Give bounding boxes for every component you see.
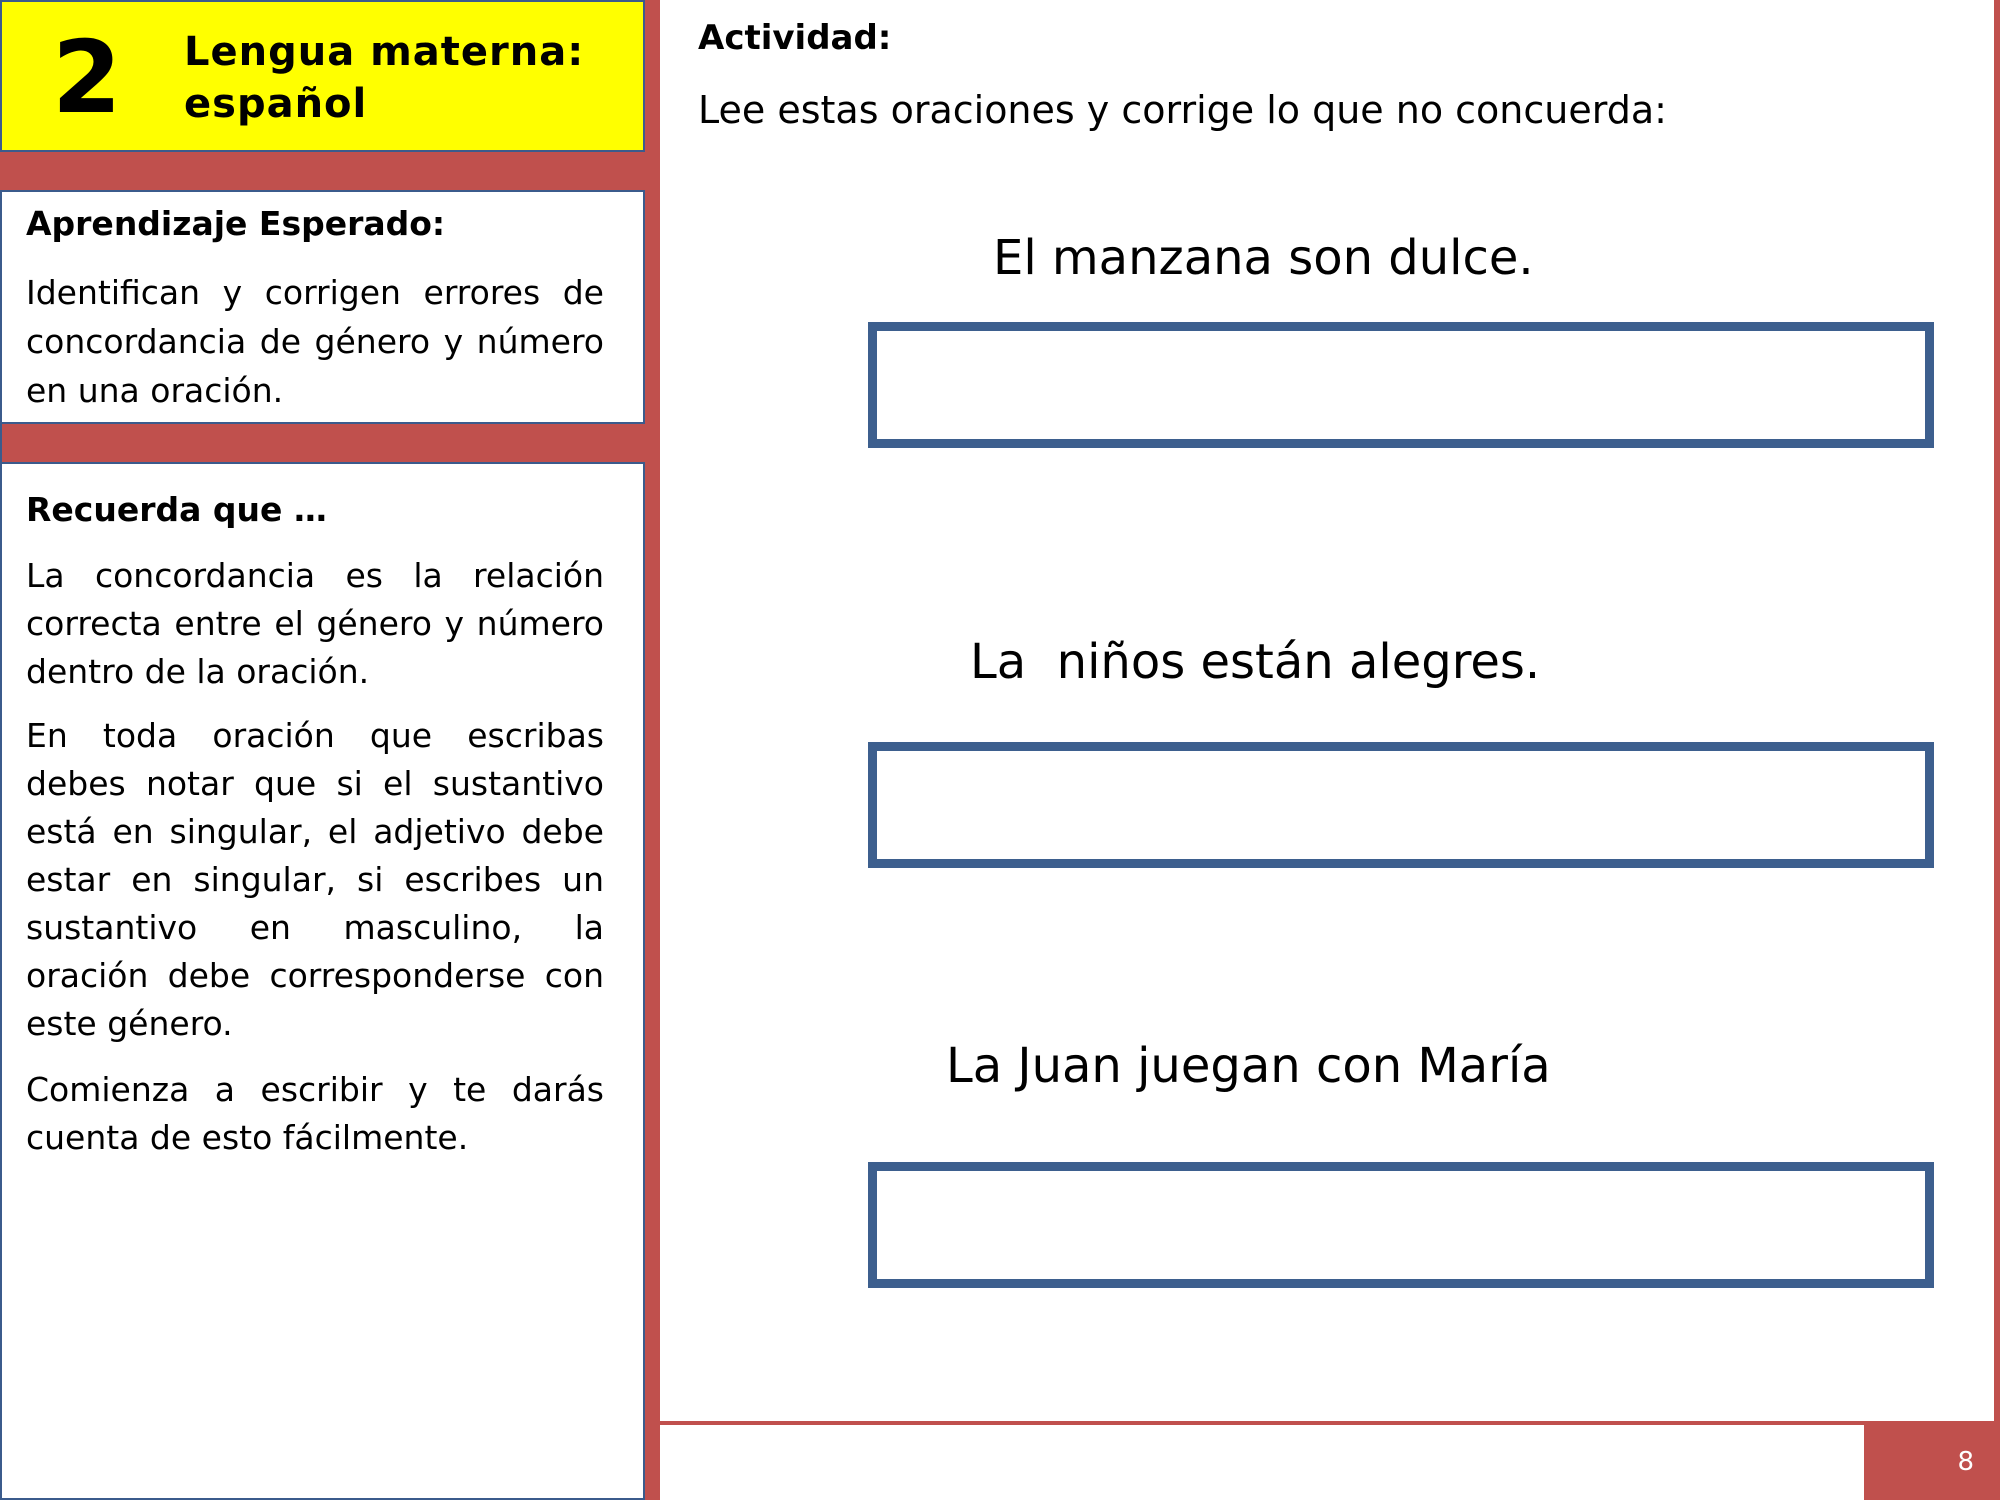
remember-paragraph-1: La concordancia es la relación correcta entre el género y número dentro de la oración.	[26, 556, 604, 691]
answer-box-1[interactable]	[868, 322, 1934, 448]
subject-title-line1: Lengua materna:	[184, 29, 585, 75]
remember-paragraph-2: En toda oración que escribas debes notar que si el sustantivo está en singular, el adjetivo debe estar en singular, si escribes un sustantivo en masculino, la oración debe corresponderse con este género.	[26, 716, 604, 1043]
frame-left-middle-band	[0, 424, 660, 462]
sentence-3: La Juan juegan con María	[946, 1038, 1551, 1094]
answer-box-2[interactable]	[868, 742, 1934, 868]
remember-heading: Recuerda que …	[26, 490, 327, 529]
frame-bottom-line	[660, 1421, 2000, 1425]
answer-box-3[interactable]	[868, 1162, 1934, 1288]
learning-text: Identifican y corrigen errores de concordancia de género y número en una oración.	[26, 273, 604, 410]
sentence-1: El manzana son dulce.	[993, 230, 1534, 286]
sentence-2: La niños están alegres.	[970, 634, 1541, 690]
learning-heading: Aprendizaje Esperado:	[26, 204, 446, 243]
subject-title	[184, 26, 584, 130]
frame-left-top-band	[0, 152, 660, 190]
lesson-number: 2	[52, 19, 122, 136]
subject-title-line2: español	[184, 81, 368, 127]
activity-instruction: Lee estas oraciones y corrige lo que no concuerda:	[698, 88, 1667, 132]
activity-heading: Actividad:	[698, 18, 892, 58]
frame-vertical-divider	[645, 0, 660, 1500]
page-number-text: 8	[1957, 1447, 1974, 1477]
remember-paragraph-3: Comienza a escribir y te darás cuenta de esto fácilmente.	[26, 1070, 604, 1157]
frame-right-edge	[1994, 0, 2000, 1424]
page-number	[1864, 1424, 2000, 1500]
